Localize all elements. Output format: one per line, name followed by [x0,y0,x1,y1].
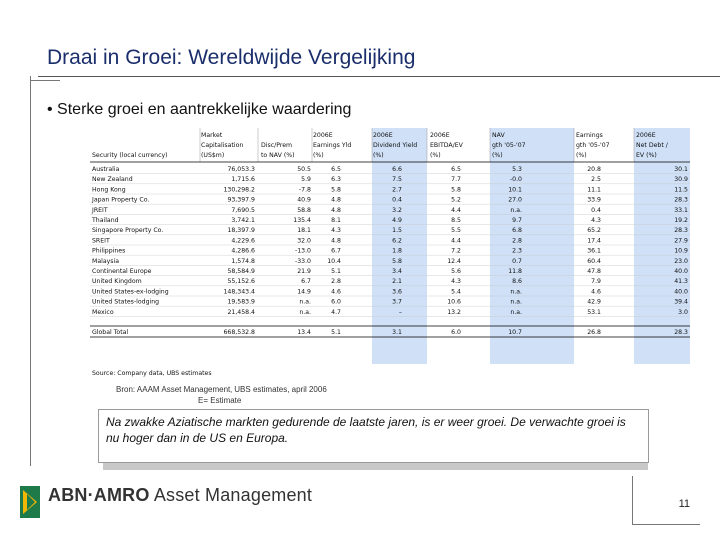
table-cell: 40.0 [674,288,688,296]
table-cell: 1,715.6 [231,176,255,184]
table-cell: 2.3 [512,247,522,255]
table-cell: 21.9 [297,268,311,275]
table-cell: 11.8 [508,268,522,275]
table-cell: 4.8 [331,196,341,204]
table-cell: 19,583.9 [227,298,255,306]
total-cell: 3.1 [392,329,402,336]
table-cell: 17.4 [587,237,601,245]
table-cell: 8.1 [331,217,341,224]
table-header-cell: Net Debt / [636,142,668,149]
table-cell: 6.2 [392,237,402,245]
table-cell: 10.1 [508,186,522,194]
table-header-cell: (%) [492,152,503,159]
table-cell: 9.7 [512,217,522,224]
table-cell: 36.1 [587,247,601,255]
table-header-cell: Market [201,132,223,139]
source-note [116,384,327,406]
table-cell: 6.5 [451,166,461,173]
table-header-cell: EBITDA/EV [430,142,463,149]
table-cell: 10.9 [674,247,688,255]
table-cell: 40.9 [297,196,311,204]
row-label: Mexico [92,308,114,316]
table-cell: 3.4 [392,268,402,275]
frame-left-line [30,76,31,466]
table-cell: -7.8 [298,186,311,194]
table-cell: 0.4 [392,196,402,204]
table-cell: 4.3 [451,278,461,286]
table-cell: 65.2 [587,227,601,235]
table-cell: – [398,308,402,316]
table-cell: 6.7 [301,278,311,286]
table-cell: 8.5 [451,217,461,224]
table-cell: 27.9 [674,237,688,245]
table-cell: 5.3 [512,166,522,173]
estimate-legend: E= Estimate [198,396,242,405]
table-cell: 5.5 [451,227,461,235]
table-cell: 7.5 [392,176,402,184]
table-cell: 4,286.6 [231,247,255,255]
total-cell: 6.0 [451,329,461,336]
table-cell: 5.9 [301,176,311,184]
table-cell: 3,742.1 [231,217,255,224]
table-cell: 6.0 [331,298,341,306]
table-cell: -0.0 [509,176,522,184]
table-cell: 28.3 [674,196,688,204]
table-cell: 39.4 [674,298,688,306]
row-label: Malaysia [92,257,120,265]
row-label: Australia [92,166,120,173]
table-cell: 4,229.6 [231,237,255,245]
page-number: 11 [678,498,690,510]
row-label: Singapore Property Co. [92,227,164,235]
table-cell: 23.0 [674,257,688,265]
valuation-table-svg [90,128,690,380]
row-label: SREIT [92,237,110,245]
table-cell: 4.3 [331,227,341,235]
table-cell: 60.4 [587,257,601,265]
table-cell: 93,397.9 [227,196,255,204]
table-cell: 4.8 [331,237,341,245]
row-label: JREIT [92,206,108,214]
table-cell: 50.5 [297,166,311,173]
table-cell: 18,397.9 [227,227,255,235]
table-cell: 8.6 [512,278,522,286]
table-header-cell: (%) [313,152,324,159]
table-header-cell: (US$m) [201,152,225,159]
table-cell: 14.9 [297,288,311,296]
table-header-cell: EV (%) [636,152,657,159]
table-cell: n.a. [299,308,311,316]
total-cell: 26.8 [587,329,601,336]
table-cell: 19.2 [674,217,688,224]
table-cell: 7.9 [591,278,601,286]
table-cell: 5.1 [331,268,341,275]
table-cell: 148,343.4 [223,288,255,296]
total-cell: 5.1 [331,329,341,336]
table-cell: 5.6 [451,268,461,275]
row-label: United States-ex-lodging [92,288,169,296]
row-label: United States-lodging [92,298,160,306]
table-cell: 6.3 [331,176,341,184]
table-header-cell: Earnings [576,132,603,139]
table-cell: 7.2 [451,247,461,255]
table-cell: 12.4 [447,257,461,265]
table-header-cell: Security (local currency) [92,152,168,159]
table-header-cell: (%) [373,152,384,159]
table-header-cell: NAV [492,132,505,139]
table-cell: 32.0 [297,237,311,245]
table-header-cell: Dividend Yield [373,142,418,149]
table-cell: 5.4 [451,288,461,296]
table-cell: -13.0 [294,247,311,255]
total-cell: 10.7 [508,329,522,336]
table-header-cell: (%) [430,152,441,159]
commentary-box: Na zwakke Aziatische markten gedurende de laatste jaren, is er weer groei. De verwachte groei is nu hoger dan in de US en Europa. [98,409,649,463]
table-cell: 13.2 [447,308,461,316]
table-header-cell: Capitalisation [201,142,244,149]
logo-subtitle: Asset Management [153,485,313,505]
table-cell: 0.7 [512,257,522,265]
table-cell: 42.9 [587,298,601,306]
table-cell: 58,584.9 [227,268,255,275]
table-cell: 58.8 [297,206,311,214]
table-cell: 5.8 [392,257,402,265]
table-cell: 41.3 [674,278,688,286]
row-label: Thailand [92,217,119,224]
table-cell: 4.7 [331,308,341,316]
total-cell: 668,532.8 [223,329,255,336]
table-header-cell: 2006E [636,132,656,139]
valuation-table [90,128,690,380]
table-cell: 3.7 [392,298,402,306]
table-cell: 4.9 [392,217,402,224]
table-cell: 40.0 [674,268,688,275]
frame-top-line [30,80,60,81]
bullet-point: • Sterke groei en aantrekkelijke waardering [47,101,352,118]
row-label: New Zealand [92,176,133,184]
table-cell: 1.5 [392,227,402,235]
company-logo-text [48,485,312,506]
table-cell: 5.2 [451,196,461,204]
table-cell: n.a. [510,298,522,306]
table-cell: 53.1 [587,308,601,316]
table-cell: 6.7 [331,247,341,255]
table-cell: 4.8 [331,206,341,214]
row-label: Continental Europe [92,268,152,275]
highlight-column [490,128,574,364]
table-cell: 3.6 [392,288,402,296]
table-cell: 27.0 [508,196,522,204]
table-header-cell: 2006E [430,132,450,139]
table-cell: 2.1 [392,278,402,286]
table-cell: 1.8 [392,247,402,255]
table-cell: 4.4 [451,237,461,245]
slide-title: Draai in Groei: Wereldwijde Vergelijking [47,46,416,69]
table-cell: n.a. [510,288,522,296]
table-cell: 10.4 [327,257,341,265]
table-cell: 7,690.5 [231,206,255,214]
table-header-cell: Earnings Yld [313,142,352,149]
table-cell: 130,298.2 [223,186,255,194]
table-cell: 4.6 [591,288,601,296]
table-footer: Source: Company data, UBS estimates [92,370,212,377]
row-label: Hong Kong [92,186,126,194]
table-cell: -33.0 [294,257,311,265]
table-cell: n.a. [299,298,311,306]
row-label: United Kingdom [92,278,142,286]
table-cell: 47.8 [587,268,601,275]
total-cell: 28.3 [674,329,688,336]
table-cell: 4.6 [331,288,341,296]
table-header-cell: Disc/Prem [261,142,293,149]
table-cell: 30.1 [674,166,688,173]
table-cell: n.a. [510,308,522,316]
table-cell: 4.4 [451,206,461,214]
table-cell: 6.5 [331,166,341,173]
table-cell: 2.5 [591,176,601,184]
table-cell: 7.7 [451,176,461,184]
table-header-cell: (%) [576,152,587,159]
table-cell: 2.8 [512,237,522,245]
table-cell: 2.7 [392,186,402,194]
table-cell: 10.6 [447,298,461,306]
table-cell: 30.9 [674,176,688,184]
row-label: Philippines [92,247,126,255]
row-label: Japan Property Co. [92,196,150,204]
table-cell: 135.4 [293,217,311,224]
table-cell: 3.2 [392,206,402,214]
table-cell: 0.4 [591,206,601,214]
table-header-cell: 2006E [373,132,393,139]
table-cell: 6.6 [392,166,402,173]
logo-brand: ABN·AMRO [48,485,150,505]
source-line: Bron: AAAM Asset Management‚ UBS estimates, april 2006 [116,385,327,394]
table-header-cell: 2006E [313,132,333,139]
table-cell: 1,574.8 [231,257,255,265]
table-cell: 18.1 [297,227,311,235]
table-cell: 76,053.3 [227,166,255,173]
table-header-cell: gth '05-'07 [492,142,526,149]
table-cell: 33.1 [674,206,688,214]
total-cell: 13.4 [297,329,311,336]
table-cell: 55,152.6 [227,278,255,286]
table-cell: 20.8 [587,166,601,173]
total-label: Global Total [92,329,129,336]
table-cell: 11.1 [587,186,601,194]
table-header-cell: to NAV (%) [261,152,295,159]
table-cell: 4.3 [591,217,601,224]
table-cell: 3.0 [678,308,688,316]
table-cell: 5.8 [451,186,461,194]
table-cell: 5.8 [331,186,341,194]
table-cell: 2.8 [331,278,341,286]
table-cell: n.a. [510,206,522,214]
table-cell: 11.5 [674,186,688,194]
title-divider [38,76,720,77]
table-cell: 28.3 [674,227,688,235]
table-cell: 33.9 [587,196,601,204]
table-cell: 6.8 [512,227,522,235]
table-cell: 21,458.4 [227,308,255,316]
table-header-cell: gth '05-'07 [576,142,610,149]
